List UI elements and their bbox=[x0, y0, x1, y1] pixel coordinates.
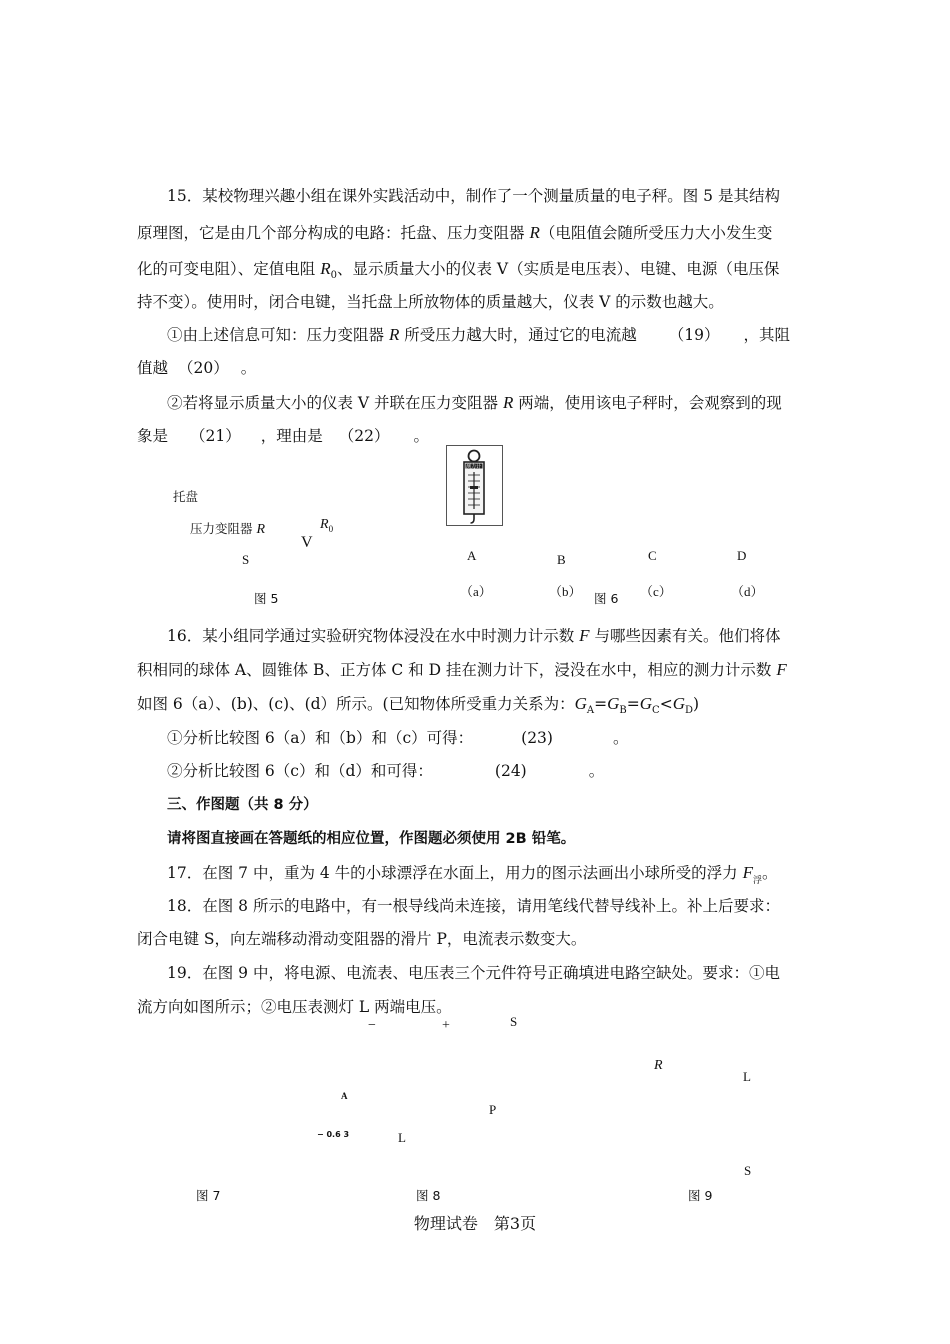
var-f: F bbox=[776, 660, 787, 679]
q18-line-2: 闭合电键 S，向左端移动滑动变阻器的滑片 P，电流表示数变大。 bbox=[137, 930, 587, 948]
var-r: R bbox=[388, 325, 400, 344]
fig6-label-a: A bbox=[467, 548, 477, 563]
operator: = bbox=[626, 695, 640, 713]
q15-line-4: 持不变）。使用时，闭合电键，当托盘上所放物体的质量越大，仪表 V 的示数也越大。 bbox=[137, 293, 724, 311]
q19-line-1: 19．在图 9 中，将电源、电流表、电压表三个元件符号正确填进电路空缺处。要求：①电 bbox=[167, 964, 780, 982]
text: 积相同的球体 A、圆锥体 B、正方体 C 和 D 挂在测力计下，浸没在水中，相应的测力计示数 bbox=[137, 661, 777, 679]
text: 。 bbox=[762, 864, 778, 882]
fig8-lamp-label: L bbox=[398, 1130, 406, 1145]
fig5-rvar-label bbox=[190, 519, 265, 538]
q15-sub-2 bbox=[167, 393, 813, 413]
var-r: R bbox=[256, 522, 266, 537]
fig5-switch-label: S bbox=[242, 552, 250, 567]
var-g: G bbox=[639, 694, 653, 713]
fig9-lamp-label: L bbox=[743, 1069, 751, 1084]
subscript: 0 bbox=[328, 524, 334, 534]
text: 。 bbox=[588, 762, 605, 780]
text: 压力变阻器 bbox=[190, 521, 257, 536]
var-g: G bbox=[607, 694, 620, 713]
text: ，理由是 bbox=[260, 427, 323, 445]
operator: = bbox=[594, 695, 608, 713]
text: 值越 bbox=[137, 359, 169, 377]
var-g: G bbox=[672, 694, 685, 713]
subscript: C bbox=[652, 705, 660, 716]
blank-21: （21） bbox=[190, 427, 241, 445]
operator: < bbox=[659, 695, 673, 713]
fig8-ammeter-terminals: − 0.6 3 bbox=[317, 1130, 350, 1139]
var-r0: R bbox=[320, 517, 329, 532]
subscript: 0 bbox=[330, 270, 337, 281]
text: 。 bbox=[413, 427, 430, 445]
q15-sub-1-cont bbox=[137, 358, 813, 378]
q16-line-1 bbox=[167, 626, 813, 646]
text: ②若将显示质量大小的仪表 V 并联在压力变阻器 bbox=[167, 394, 503, 412]
fig5-caption: 图 5 bbox=[254, 591, 279, 606]
fig6-label-d: D bbox=[737, 548, 747, 563]
text: 16．某小组同学通过实验研究物体浸没在水中时测力计示数 bbox=[167, 627, 580, 645]
q17-line-1 bbox=[167, 863, 813, 886]
fig8-slider-p: P bbox=[489, 1102, 497, 1117]
q15-line-3 bbox=[137, 259, 813, 282]
fig6-sub-b: （b） bbox=[549, 584, 582, 599]
subscript: D bbox=[684, 705, 693, 716]
text: 两端，使用该电子秤时，会观察到的现 bbox=[513, 394, 782, 412]
fig6-caption: 图 6 bbox=[594, 591, 619, 606]
text: 。 bbox=[240, 359, 257, 377]
fig9-caption: 图 9 bbox=[688, 1188, 713, 1203]
fig5-tray-label: 托盘 bbox=[173, 489, 199, 504]
fig9-switch-label: S bbox=[744, 1163, 752, 1178]
spring-scale-label: 测力计 bbox=[466, 464, 482, 470]
subscript: A bbox=[586, 705, 595, 716]
fig6-label-c: C bbox=[648, 548, 657, 563]
var-r: R bbox=[502, 393, 514, 412]
text: （电阻值会随所受压力大小发生变 bbox=[539, 224, 773, 242]
text: 象是 bbox=[137, 427, 169, 445]
fig5-voltmeter-label: V bbox=[301, 534, 313, 551]
q16-sub-1 bbox=[167, 728, 813, 748]
q18-line-1: 18．在图 8 所示的电路中，有一根导线尚未连接，请用笔线代替导线补上。补上后要求： bbox=[167, 897, 780, 915]
text: 化的可变电阻）、定值电阻 bbox=[137, 260, 321, 278]
fig8-ammeter-label: A bbox=[341, 1091, 348, 1101]
fig6-sub-a: （a） bbox=[460, 584, 492, 599]
spring-scale-icon bbox=[446, 445, 504, 527]
text: 所受压力越大时，通过它的电流越 bbox=[399, 326, 637, 344]
fig8-battery-minus: − bbox=[368, 1018, 376, 1033]
text: 、显示质量大小的仪表 V（实质是电压表）、电键、电源（电压保 bbox=[336, 260, 780, 278]
blank-24: (24) bbox=[494, 762, 527, 780]
subscript: 浮 bbox=[752, 876, 762, 886]
blank-20: （20） bbox=[178, 359, 229, 377]
q15-line-1: 15．某校物理兴趣小组在课外实践活动中，制作了一个测量质量的电子秤。图 5 是其结构 bbox=[167, 187, 780, 205]
text: ①分析比较图 6（a）和（b）和（c）可得： bbox=[167, 729, 474, 747]
text: 17．在图 7 中，重为 4 牛的小球漂浮在水面上，用力的图示法画出小球所受的浮力 bbox=[167, 864, 743, 882]
fig8-caption: 图 8 bbox=[416, 1188, 441, 1203]
fig8-battery-plus: + bbox=[442, 1018, 450, 1033]
text: 。 bbox=[612, 729, 629, 747]
q15-sub-1 bbox=[167, 325, 813, 345]
blank-19: （19） bbox=[668, 326, 720, 344]
q16-sub-2 bbox=[167, 761, 813, 781]
var-f: F bbox=[579, 626, 590, 645]
q15-line-2 bbox=[137, 223, 813, 243]
section-3-note: 请将图直接画在答题纸的相应位置，作图题必须使用 2B 铅笔。 bbox=[167, 831, 576, 847]
text: ) bbox=[693, 695, 700, 713]
text: 原理图，它是由几个部分构成的电路：托盘、压力变阻器 bbox=[137, 224, 530, 242]
var-g: G bbox=[574, 694, 587, 713]
page-footer: 物理试卷 第3页 bbox=[413, 1214, 537, 1233]
text: ①由上述信息可知：压力变阻器 bbox=[167, 326, 389, 344]
fig6-sub-c: （c） bbox=[640, 584, 672, 599]
var-r: R bbox=[529, 223, 540, 242]
section-3-title: 三、作图题（共 8 分） bbox=[167, 797, 318, 813]
subscript: B bbox=[619, 705, 627, 716]
text: ，其阻 bbox=[743, 326, 791, 344]
fig7-caption: 图 7 bbox=[196, 1188, 221, 1203]
fig6-label-b: B bbox=[557, 552, 566, 567]
blank-22: （22） bbox=[338, 427, 390, 445]
text: 如图 6（a）、(b)、(c)、(d）所示。(已知物体所受重力关系为： bbox=[137, 695, 575, 713]
q15-sub-2-cont bbox=[137, 426, 813, 446]
blank-23: (23) bbox=[521, 729, 553, 747]
var-f: F bbox=[742, 863, 753, 882]
q16-line-3 bbox=[137, 694, 813, 717]
fig9-resistor-label: R bbox=[654, 1058, 663, 1073]
fig8-switch-label: S bbox=[510, 1014, 518, 1029]
q16-line-2 bbox=[137, 660, 813, 680]
text: ②分析比较图 6（c）和（d）和可得： bbox=[167, 762, 433, 780]
q19-line-2: 流方向如图所示；②电压表测灯 L 两端电压。 bbox=[137, 998, 452, 1016]
text: 与哪些因素有关。他们将体 bbox=[589, 627, 781, 645]
fig5-r0-label bbox=[320, 516, 333, 533]
var-r0: R bbox=[320, 259, 331, 278]
fig6-sub-d: （d） bbox=[731, 584, 764, 599]
